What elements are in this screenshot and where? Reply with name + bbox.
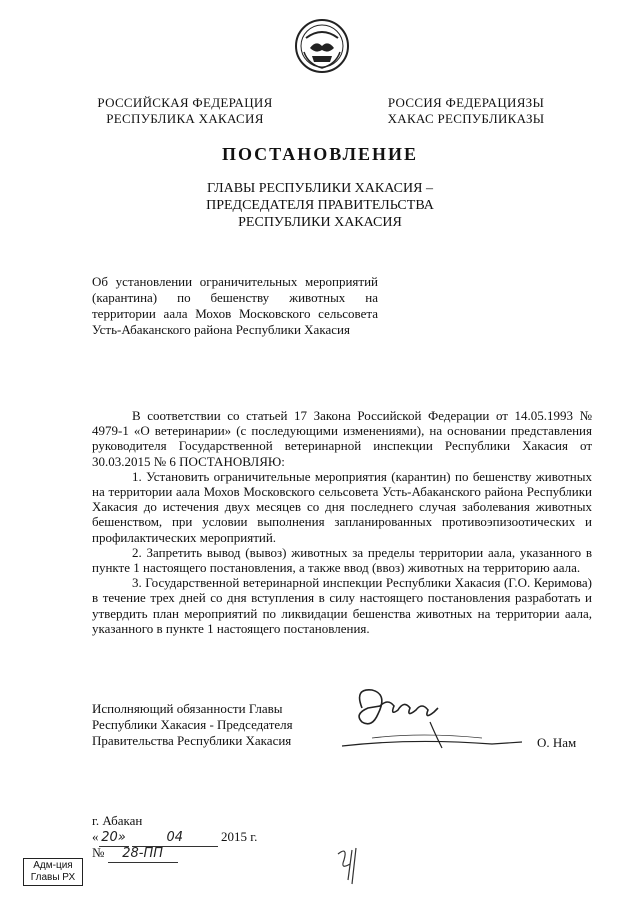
coat-of-arms-emblem [294, 18, 350, 74]
handwritten-initials [330, 840, 370, 892]
signatory-line3: Правительства Республики Хакасия [92, 733, 292, 748]
header-right [366, 95, 566, 127]
date-day: 20» [99, 830, 129, 847]
number-value: 28-ПП [108, 846, 178, 863]
header-right-line2: ХАКАС РЕСПУБЛИКАЗЫ [387, 111, 545, 126]
body-item-2: 2. Запретить вывод (вывоз) животных за пределы территории аала, указанного в пункте 1 настоящего постановления, а также ввод (ввоз) животных на территорию аала. [92, 544, 592, 576]
subtitle-line1: ГЛАВЫ РЕСПУБЛИКИ ХАКАСИЯ – [207, 181, 433, 196]
document-title: ПОСТАНОВЛЕНИЕ [221, 144, 419, 164]
place-of-issue: г. Абакан [92, 813, 143, 828]
handwritten-signature [332, 678, 532, 758]
date-year: 2015 г. [221, 829, 258, 844]
date-month: 04 [132, 830, 218, 847]
document-subject: Об установлении ограничительных мероприятий (карантина) по бешенству животных на территории аала Мохов Московского сельсовета Усть-Абаканского района Республики Хакасия [92, 274, 378, 337]
subtitle-line2: ПРЕДСЕДАТЕЛЯ ПРАВИТЕЛЬСТВА [206, 198, 434, 213]
signatory-line1: Исполняющий обязанности Главы [92, 701, 283, 716]
document-subtitle [0, 180, 640, 231]
signatory-position [92, 701, 332, 749]
stamp-line2: Главы РХ [30, 872, 76, 883]
signatory-line2: Республики Хакасия - Председателя [92, 717, 293, 732]
body-item-1: 1. Установить ограничительные мероприятия (карантин) по бешенству животных на территории аала Мохов Московского сельсовета Усть-Абаканского района Республики Хакасия до истечения двух месяцев со дня последнего случая заболевания животных бешенством, при условии выполнения запланированных противоэпизоотических и профилактических мероприятий. [92, 468, 592, 545]
registration-stamp [23, 858, 83, 886]
body-preamble: В соответствии со статьей 17 Закона Российской Федерации от 14.05.1993 № 4979-1 «О ветеринарии» (с последующими изменениями), на основании представления руководителя Государственной ветеринарной инспекции Республики Хакасия от 30.03.2015 № 6 ПОСТАНОВЛЯЮ: [92, 408, 592, 469]
body-item-3: 3. Государственной ветеринарной инспекции Республики Хакасия (Г.О. Керимова) в течение трех дней со дня вступления в силу настоящего постановления разработать и утвердить план мероприятий по ликвидации бешенства животных на территории аала, указанного в пункте 1 настоящего постановления. [92, 575, 592, 636]
header-right-line1: РОССИЯ ФЕДЕРАЦИЯЗЫ [387, 95, 545, 110]
header-left-line1: РОССИЙСКАЯ ФЕДЕРАЦИЯ [97, 95, 273, 110]
date-open-quote: « [92, 829, 99, 844]
subtitle-line3: РЕСПУБЛИКИ ХАКАСИЯ [238, 215, 402, 230]
stamp-line1: Адм-ция [33, 860, 73, 871]
header-left [78, 95, 292, 127]
number-prefix: № [92, 845, 105, 860]
signatory-name: О. Нам [537, 735, 577, 750]
header-left-line2: РЕСПУБЛИКА ХАКАСИЯ [106, 111, 264, 126]
document-body [92, 408, 592, 636]
document-number [92, 845, 178, 863]
